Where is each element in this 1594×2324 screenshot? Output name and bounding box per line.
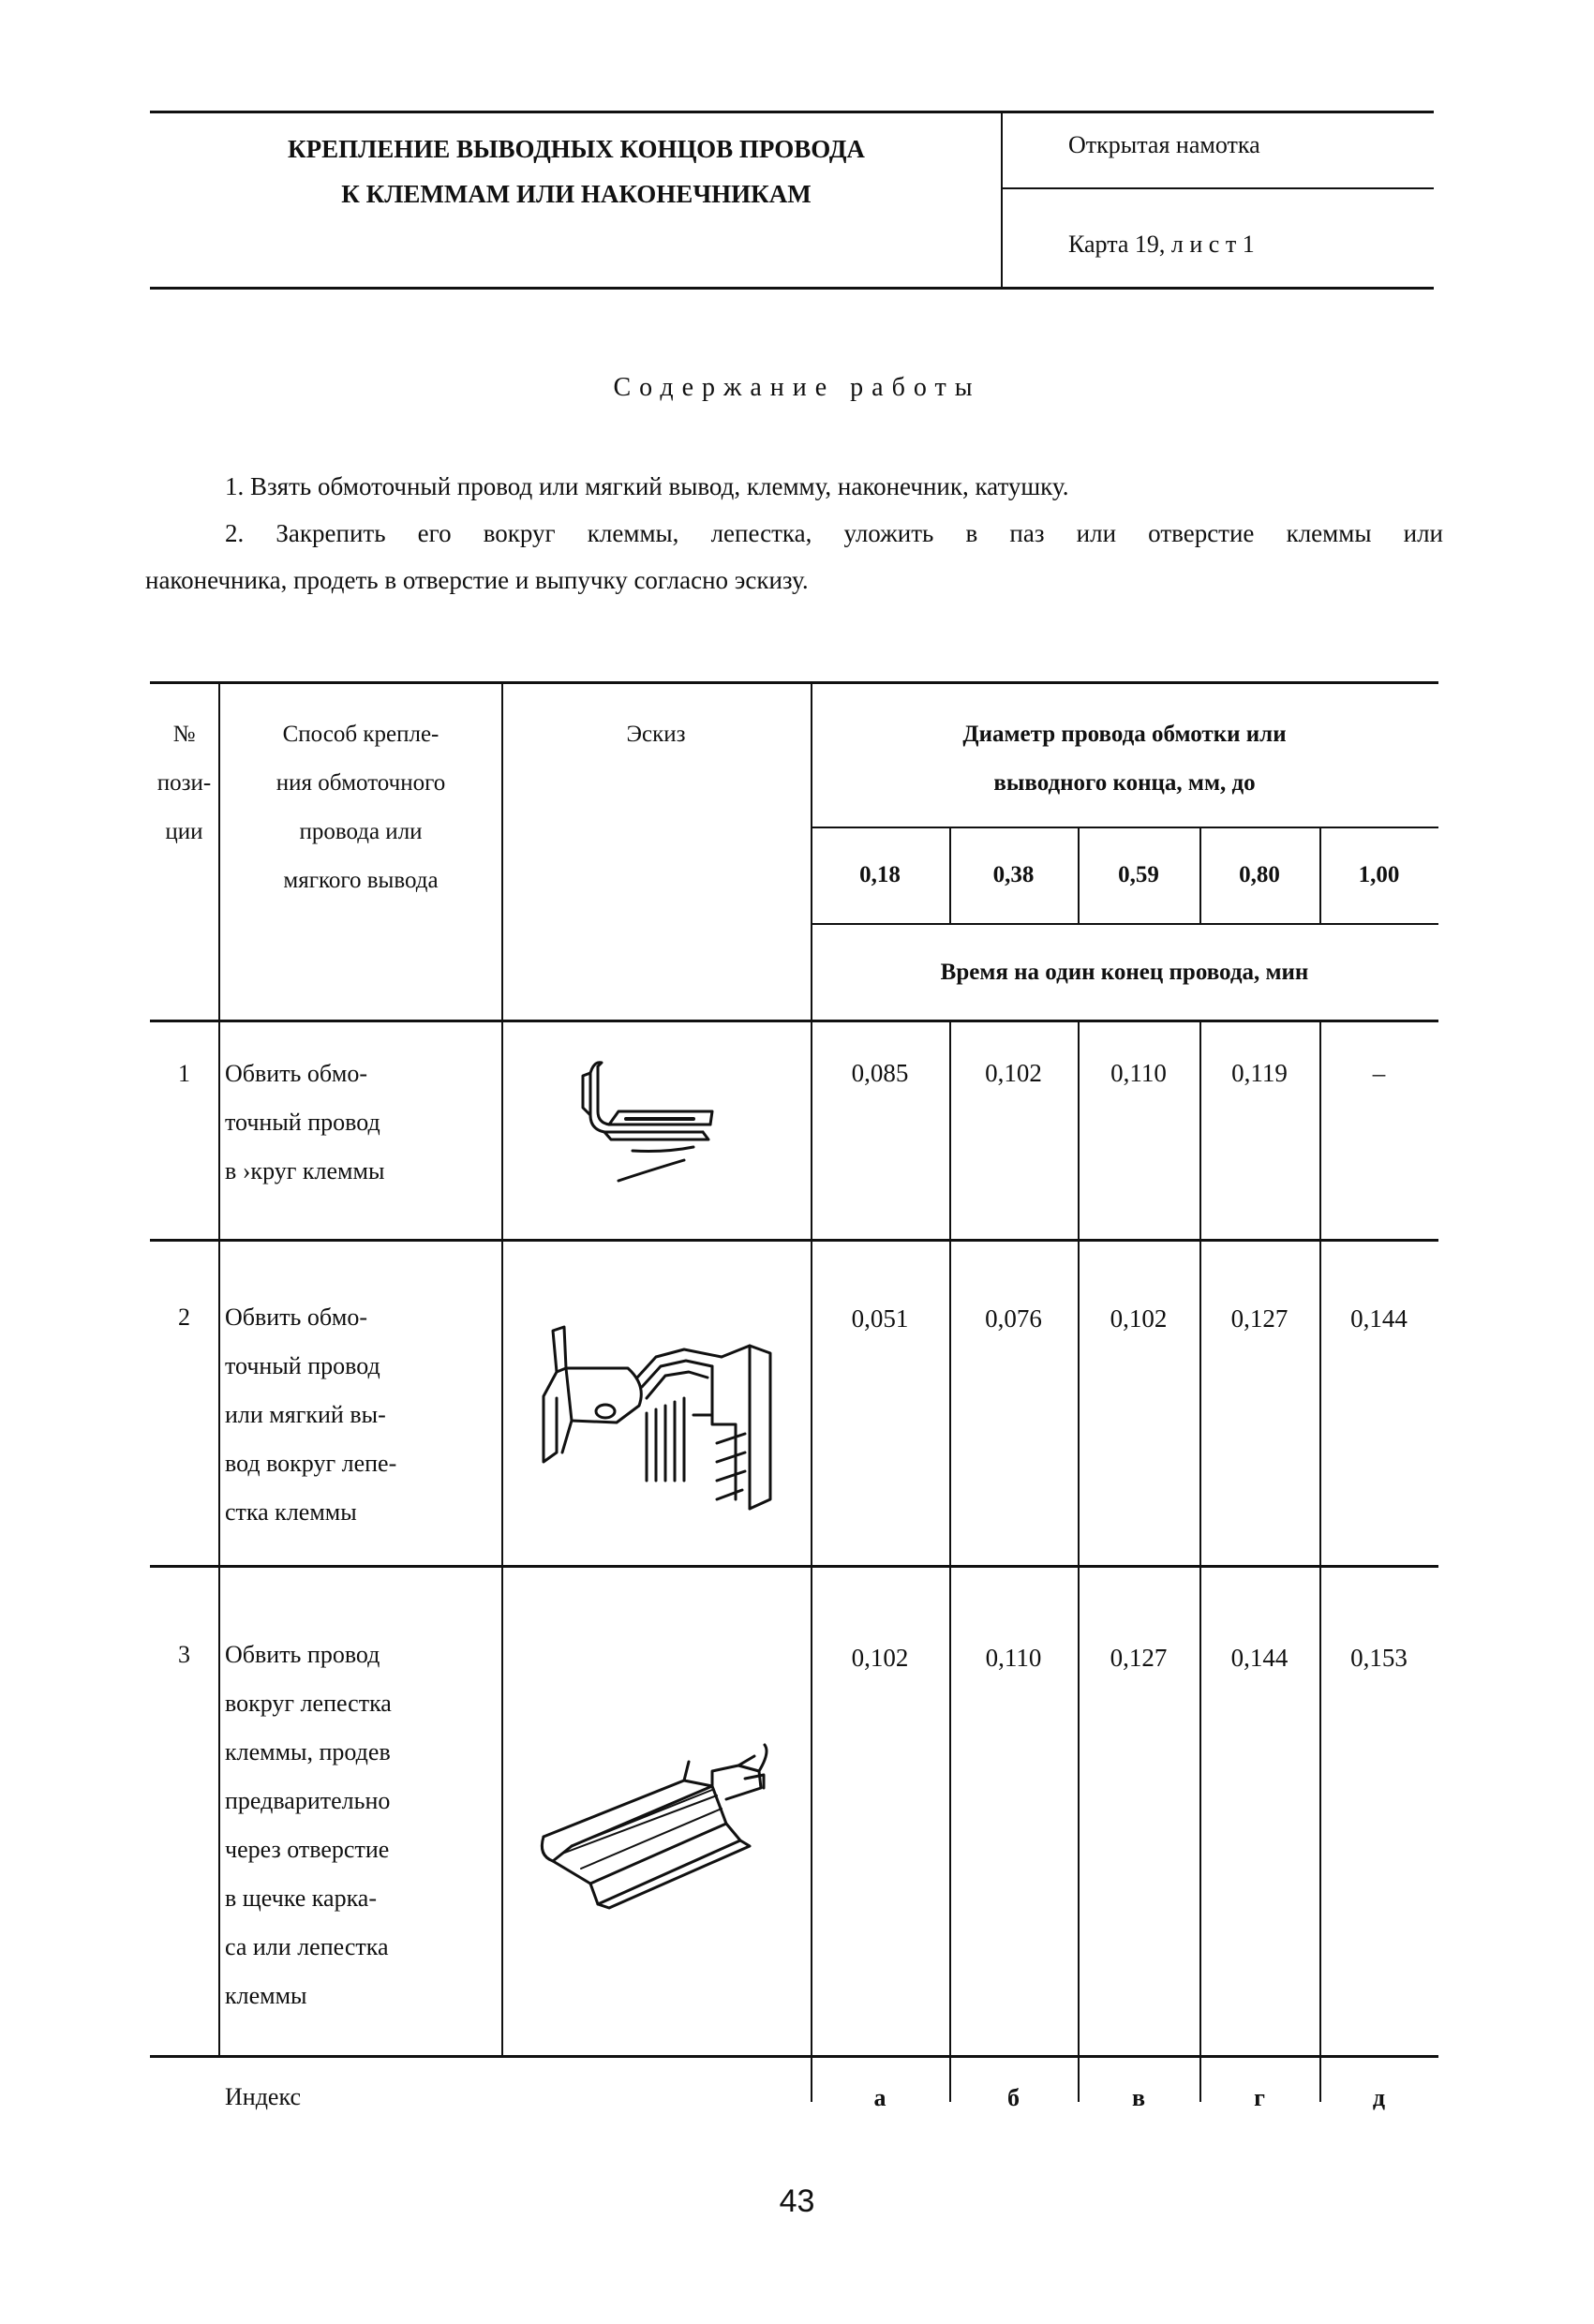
time-per-end-label: Время на один конец провода, мин xyxy=(940,960,1309,985)
index-letter: в xyxy=(1131,2084,1146,2111)
time-value: 0,119 xyxy=(1231,1059,1288,1087)
time-value: 0,102 xyxy=(985,1059,1042,1087)
lug-wrap-sketch xyxy=(525,1312,787,1527)
header-diameter-line-2: выводного конца, мм, до xyxy=(993,770,1256,796)
time-value: 0,076 xyxy=(985,1304,1042,1333)
index-label: Индекс xyxy=(225,2083,301,2110)
diameter-0-18: 0,18 xyxy=(859,862,901,887)
method-line: предварительно xyxy=(225,1787,391,1814)
time-value: 0,085 xyxy=(851,1059,909,1087)
header-num-line-3: ции xyxy=(165,819,203,844)
time-value: 0,051 xyxy=(851,1304,909,1333)
index-letter: г xyxy=(1254,2084,1265,2111)
diameter-0-80: 0,80 xyxy=(1239,862,1280,887)
time-value: – xyxy=(1372,1059,1386,1087)
time-value: 0,144 xyxy=(1350,1304,1408,1333)
method-line: точный провод xyxy=(225,1109,380,1136)
document-title-line-1: КРЕПЛЕНИЕ ВЫВОДНЫХ КОНЦОВ ПРОВОДА xyxy=(288,135,865,163)
time-value: 0,127 xyxy=(1110,1644,1168,1672)
card-number-label: Карта 19, л и с т 1 xyxy=(1068,231,1255,258)
header-method-line-4: мягкого вывода xyxy=(283,868,439,893)
method-line: в щечке карка- xyxy=(225,1885,378,1912)
method-line: Обвить обмо- xyxy=(225,1304,368,1331)
method-line: точный провод xyxy=(225,1352,380,1379)
method-line: клеммы xyxy=(225,1982,307,2009)
header-method-line-1: Способ крепле- xyxy=(282,722,439,747)
header-sketch: Эскиз xyxy=(626,722,686,747)
header-num-line-1: № xyxy=(172,722,196,747)
section-title: Содержание работы xyxy=(613,373,981,402)
method-line: вокруг лепестка xyxy=(225,1690,392,1717)
header-diameter-line-1: Диаметр провода обмотки или xyxy=(962,722,1287,747)
method-line: в ›круг клеммы xyxy=(225,1157,385,1184)
step-2-text-line-1: 2. Закрепить его вокруг клеммы, лепестка, уложить в паз или отверстие клеммы или xyxy=(225,519,1443,547)
row-number: 1 xyxy=(178,1060,190,1087)
step-2-text-line-2: наконечника, продеть в отверстие и выпучку согласно эскизу. xyxy=(145,566,809,594)
diameter-0-38: 0,38 xyxy=(992,862,1035,887)
time-value: 0,102 xyxy=(1110,1304,1168,1333)
time-value: 0,110 xyxy=(1110,1059,1167,1087)
method-line: клеммы, продев xyxy=(225,1738,391,1765)
time-value: 0,153 xyxy=(1350,1644,1408,1672)
method-line: Обвить обмо- xyxy=(225,1060,368,1087)
winding-type-label: Открытая намотка xyxy=(1068,131,1260,158)
method-line: через отверстие xyxy=(225,1836,390,1863)
header-method-line-3: провода или xyxy=(299,819,423,844)
diameter-0-59: 0,59 xyxy=(1118,862,1159,887)
index-letter: а xyxy=(873,2084,886,2111)
method-line: стка клеммы xyxy=(225,1498,357,1526)
method-line: са или лепестка xyxy=(225,1933,389,1960)
diameter-1-00: 1,00 xyxy=(1358,862,1400,887)
index-letter: б xyxy=(1007,2084,1020,2111)
page-number: 43 xyxy=(779,2183,815,2219)
document-title-line-2: К КЛЕММАМ ИЛИ НАКОНЕЧНИКАМ xyxy=(341,180,812,208)
time-value: 0,127 xyxy=(1230,1304,1289,1333)
step-1-text: 1. Взять обмоточный провод или мягкий вывод, клемму, наконечник, катушку. xyxy=(225,472,1069,500)
index-letter: д xyxy=(1372,2084,1386,2111)
terminal-wrap-sketch xyxy=(553,1050,722,1190)
row-number: 2 xyxy=(178,1304,190,1331)
row-number: 3 xyxy=(178,1641,190,1668)
method-line: Обвить провод xyxy=(225,1641,380,1668)
time-value: 0,110 xyxy=(985,1644,1042,1672)
frame-cheek-sketch xyxy=(525,1743,787,1930)
header-num-line-2: пози- xyxy=(156,770,212,796)
header-method-line-2: ния обмоточного xyxy=(276,770,446,796)
method-line: вод вокруг лепе- xyxy=(225,1450,397,1477)
time-value: 0,102 xyxy=(851,1644,909,1672)
time-value: 0,144 xyxy=(1230,1644,1289,1672)
method-line: или мягкий вы- xyxy=(225,1401,386,1428)
